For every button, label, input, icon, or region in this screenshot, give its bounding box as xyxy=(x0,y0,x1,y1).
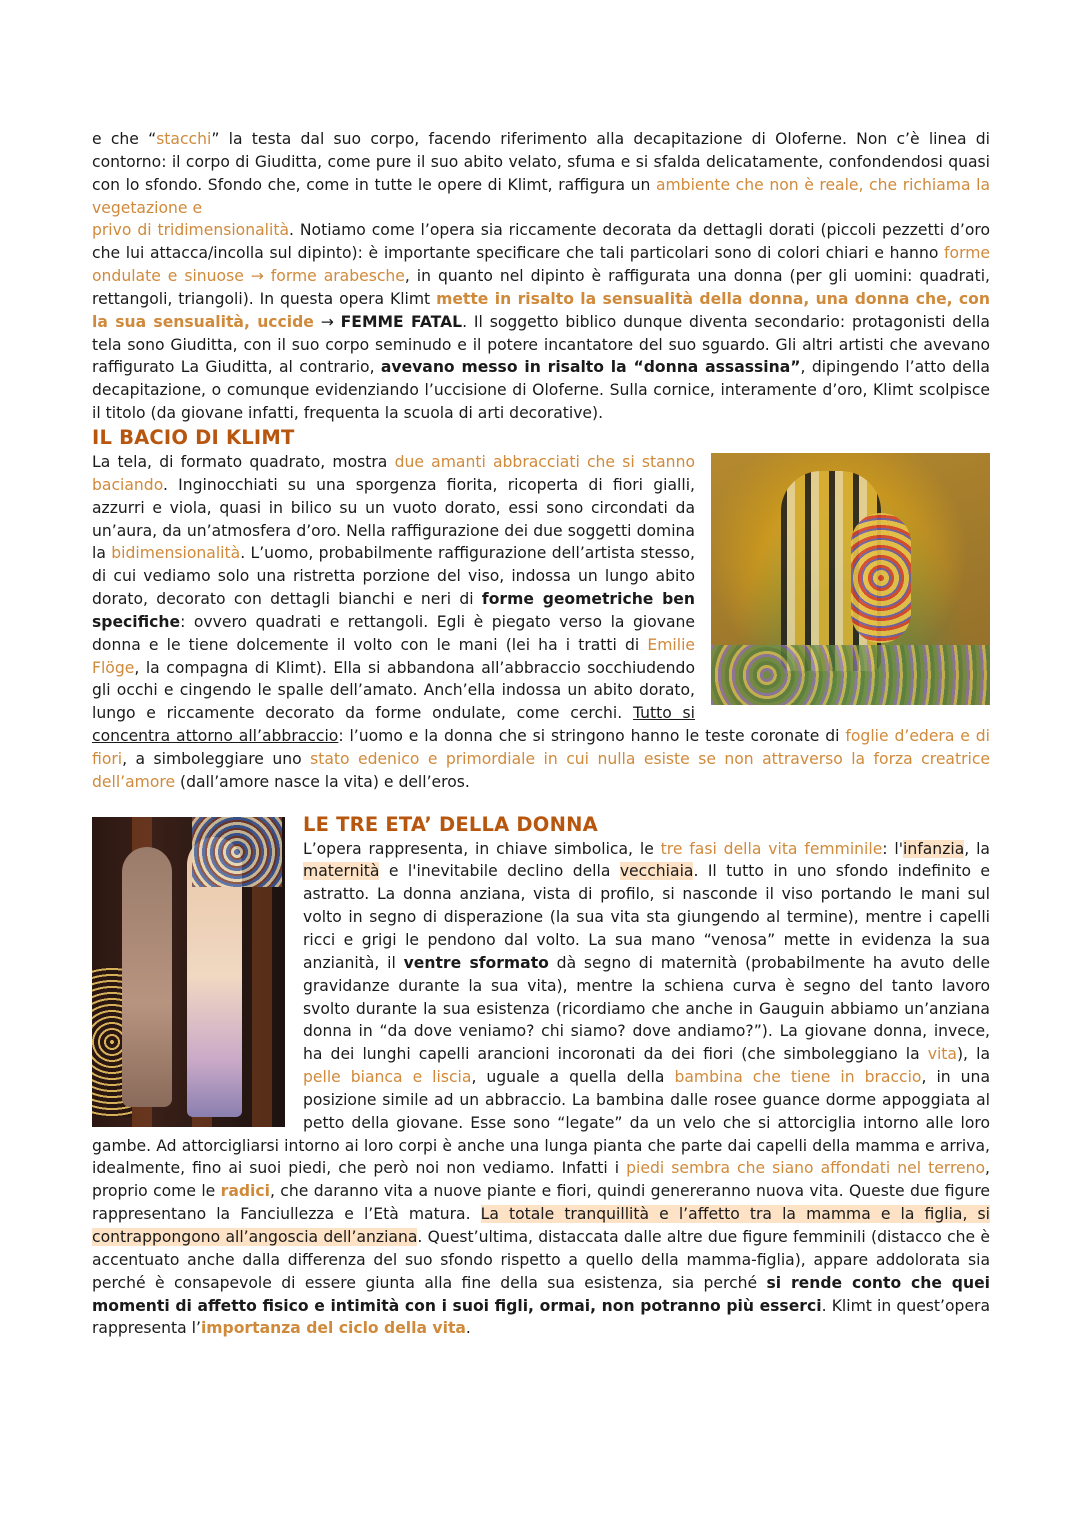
document-page xyxy=(92,128,990,1340)
intro-paragraph: e che “stacchi” la testa dal suo corpo, facendo riferimento alla decapitazione di Oloferne. Non c’è linea di contorno: il corpo di Giuditta, come pure il suo abito velato, sfuma e si sfalda delicatamente, confondendosi quasi con lo sfondo. Sfondo che, come in tutte le opere di Klimt, raffigura un ambiente che non è reale, che richiama la vegetazione e privo di tridimensionalità. Notiamo come l’opera sia riccamente decorata da dettagli dorati (piccoli pezzetti d’oro che lui attacca/incolla sul dipinto): è importante specificare che tali particolari sono di colori chiari e hanno forme ondulate e sinuose → forme arabesche, in quanto nel dipinto è raffigurata una donna (per gli uomini: quadrati, rettangoli, triangoli). In questa opera Klimt mette in risalto la sensualità della donna, una donna che, con la sua sensualità, uccide → FEMME FATAL. Il soggetto biblico dunque diventa secondario: protagonisti della tela sono Giuditta, con il suo corpo seminudo e il potere incantatore del suo sguardo. Gli altri artisti che avevano raffigurato La Giuditta, al contrario, avevano messo in risalto la “donna assassina”, dipingendo l’atto della decapitazione, o comunque evidenziando l’uccisione di Oloferne. Sulla cornice, interamente d’oro, Klimt scolpisce il titolo (da giovane infatti, frequenta la scuola di arti decorative). xyxy=(92,130,990,423)
section-heading-ages: LE TRE ETA’ DELLA DONNA xyxy=(303,812,598,836)
kiss-flower-meadow xyxy=(711,645,990,705)
section-heading-kiss: IL BACIO DI KLIMT xyxy=(92,425,295,449)
ages-paragraph: L’opera rappresenta, in chiave simbolica, le tre fasi della vita femminile: l'infanzia, la maternità e l'inevitabile declino della vecchiaia. Il tutto in uno sfondo indefinito e astratto. La donna anziana, vista di profilo, si nasconde il viso portando le mani sul volto in segno di disperazione (la sua vita sta giungendo al termine), mentre i capelli ricci e grigi le pendono dal volto. La sua mano “venosa” mette in evidenza la sua anzianità, il ventre sformato dà segno di maternità (probabilmente ha avuto delle gravidanze durante la sua vita), mentre la schiena curva è segno del tanto lavoro svolto durante la sua esistenza (ricordiamo che anche in Gauguin abbiamo un’anziana donna in “da dove veniamo? chi siamo? dove andiamo?”). La giovane donna, invece, ha dei lunghi capelli arancioni incoronati da dei fiori (che simboleggiano la vita), la pelle bianca e liscia, uguale a quella della bambina che tiene in braccio, in una posizione simile ad un abbraccio. La bambina dalle rosee guance dorme appoggiata al petto della giovane. Esse sono “legate” da un velo che si attorciglia intorno alle loro gambe. Ad attorcigliarsi intorno ai loro corpi è anche una lunga pianta che parte dai capelli della mamma e arriva, idealmente, fino ai suoi piedi, che però noi non vediamo. Infatti i piedi sembra che siano affondati nel terreno, proprio come le radici, che daranno vita a nuove piante e fiori, quindi genereranno nuova vita. Queste due figure rappresentano la Fanciullezza e l’Età matura. La totale tranquillità e l’affetto tra la mamma e la figlia, si contrappongono all’angoscia dell’anziana. Quest’ultima, distaccata dalle altre due figure femminili (distacco che è accentuato anche dalla differenza del suo sfondo rispetto a quello della mamma-figlia), appare addolorata sia perché è consapevole di essere giunta alla fine della sua esistenza, sia perché si rende conto che quei momenti di affetto fisico e intimità con i suoi figli, ormai, non potranno più esserci. Klimt in quest’opera rappresenta l’importanza del ciclo della vita. xyxy=(92,839,991,1338)
femme-fatal-term: FEMME FATAL xyxy=(340,312,463,331)
three-ages-painting-image xyxy=(92,817,285,1127)
kiss-woman-figure xyxy=(851,513,911,643)
old-woman-figure xyxy=(122,847,172,1107)
kiss-paragraph: La tela, di formato quadrato, mostra due amanti abbracciati che si stanno baciando. Inginocchiati su una sporgenza fiorita, ricoperta di fiori gialli, azzurri e viola, quasi in bilico su un vuoto dorato, essi sono circondati da un’aura, da un’atmosfera d’oro. Nella raffigurazione dei due soggetti domina la bidimensionalità. L’uomo, probabilmente raffigurazione dell’artista stesso, di cui vediamo solo una ristretta porzione del viso, indossa un lungo abito dorato, decorato con dettagli bianchi e neri di forme geometriche ben specifiche: ovvero quadrati e rettangoli. Egli è piegato verso la giovane donna e le tiene dolcemente il volto con le mani (lei ha i tratti di Emilie Flöge, la compagna di Klimt). Ella si abbandona all’abbraccio socchiudendo gli occhi e cingendo le spalle dell’amato. Anch’ella indossa un abito dorato, lungo e riccamente decorato da forme ondulate, come cerchi. Tutto si concentra attorno all’abbraccio: l’uomo e la donna che si stringono hanno le teste coronate di foglie d’edera e di fiori, a simboleggiare uno stato edenico e primordiale in cui nulla esiste se non attraverso la forza creatrice dell’amore (dall’amore nasce la vita) e dell’eros. xyxy=(92,452,990,791)
highlight-stacchi: stacchi xyxy=(156,130,212,148)
kiss-painting-image xyxy=(711,453,990,705)
